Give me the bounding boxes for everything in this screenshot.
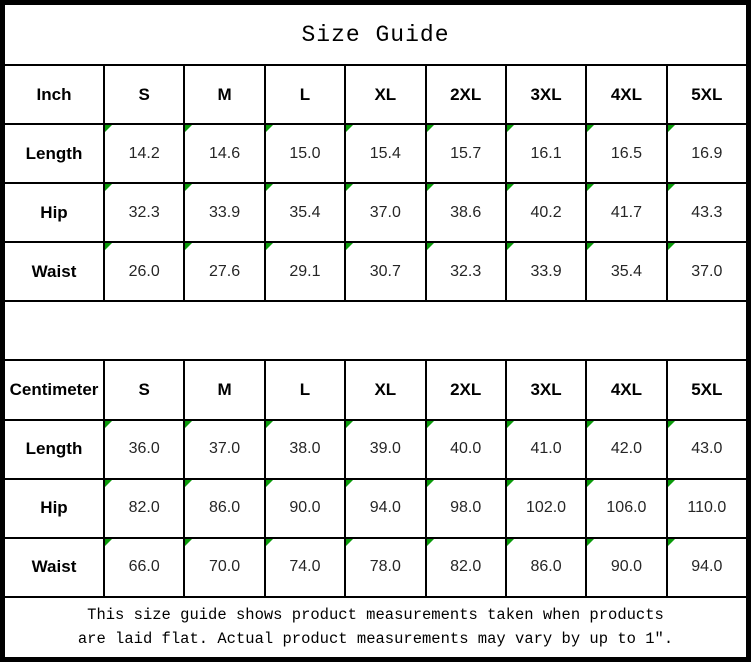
flag-triangle-icon: [587, 480, 594, 487]
size-value: 74.0: [289, 558, 321, 576]
flag-triangle-icon: [185, 243, 192, 250]
inch-hip-row: [4, 183, 747, 242]
flag-triangle-icon: [266, 539, 273, 546]
size-value-cell: [345, 124, 425, 183]
size-value-cell: [586, 479, 666, 538]
size-value-cell: [104, 242, 184, 301]
size-value-cell: [104, 538, 184, 597]
flag-triangle-icon: [346, 480, 353, 487]
size-value: 98.0: [450, 499, 482, 517]
size-value-cell: [104, 479, 184, 538]
size-value-cell: [184, 124, 264, 183]
row-label: Length: [4, 420, 104, 479]
size-value: 70.0: [208, 558, 241, 576]
size-value-cell: [667, 538, 747, 597]
size-col-header-xl: XL: [345, 65, 425, 124]
flag-triangle-icon: [105, 184, 112, 191]
size-value: 27.6: [208, 262, 241, 280]
size-value: 37.0: [691, 262, 723, 280]
size-value-cell: [426, 124, 506, 183]
size-col-header-l: L: [265, 65, 345, 124]
size-value: 86.0: [530, 558, 562, 576]
flag-triangle-icon: [346, 539, 353, 546]
flag-triangle-icon: [427, 125, 434, 132]
size-col-header-3xl: 3XL: [506, 65, 586, 124]
flag-triangle-icon: [668, 480, 675, 487]
flag-triangle-icon: [346, 125, 353, 132]
size-value: 15.7: [450, 144, 482, 162]
size-value-cell: [426, 242, 506, 301]
spacer-cell: [4, 301, 747, 360]
flag-triangle-icon: [587, 539, 594, 546]
size-col-header-l: L: [265, 360, 345, 419]
flag-triangle-icon: [507, 125, 514, 132]
flag-triangle-icon: [587, 421, 594, 428]
cm-hip-row: [4, 479, 747, 538]
flag-triangle-icon: [427, 421, 434, 428]
flag-triangle-icon: [185, 125, 192, 132]
size-value: 16.1: [530, 144, 562, 162]
size-value: 33.9: [530, 262, 562, 280]
size-value-cell: [667, 420, 747, 479]
size-value-cell: [506, 538, 586, 597]
size-value: 37.0: [208, 440, 241, 458]
size-value: 37.0: [369, 203, 401, 221]
size-value: 14.6: [208, 144, 241, 162]
size-value: 82.0: [128, 499, 160, 517]
size-value: 16.5: [610, 144, 642, 162]
size-value: 16.9: [691, 144, 723, 162]
flag-triangle-icon: [346, 184, 353, 191]
flag-triangle-icon: [668, 539, 675, 546]
flag-triangle-icon: [185, 539, 192, 546]
size-value-cell: [345, 479, 425, 538]
flag-triangle-icon: [105, 125, 112, 132]
footer-note-line1: This size guide shows product measurements taken when products: [87, 606, 664, 625]
size-value-cell: [345, 538, 425, 597]
size-col-header-5xl: 5XL: [667, 360, 747, 419]
flag-triangle-icon: [668, 184, 675, 191]
size-value-cell: [184, 479, 264, 538]
size-value: 35.4: [610, 262, 642, 280]
flag-triangle-icon: [346, 243, 353, 250]
size-value: 43.0: [691, 440, 723, 458]
size-value-cell: [104, 420, 184, 479]
title-row: [4, 4, 747, 65]
flag-triangle-icon: [427, 243, 434, 250]
size-value: 33.9: [208, 203, 241, 221]
flag-triangle-icon: [105, 243, 112, 250]
size-value: 35.4: [289, 203, 321, 221]
size-value-cell: [586, 124, 666, 183]
size-value-cell: [345, 420, 425, 479]
flag-triangle-icon: [668, 125, 675, 132]
flag-triangle-icon: [266, 125, 273, 132]
size-value-cell: [265, 479, 345, 538]
size-value-cell: [104, 183, 184, 242]
footer-row: [4, 597, 747, 658]
size-value-cell: [426, 538, 506, 597]
size-value: 26.0: [128, 262, 160, 280]
flag-triangle-icon: [587, 184, 594, 191]
size-value: 39.0: [369, 440, 401, 458]
size-col-header-4xl: 4XL: [586, 360, 666, 419]
size-value-cell: [265, 242, 345, 301]
size-value: 15.0: [289, 144, 321, 162]
flag-triangle-icon: [185, 184, 192, 191]
size-value: 90.0: [289, 499, 321, 517]
size-value-cell: [667, 183, 747, 242]
size-value-cell: [265, 538, 345, 597]
cm-waist-row: [4, 538, 747, 597]
size-value: 40.0: [450, 440, 482, 458]
size-value: 42.0: [610, 440, 642, 458]
flag-triangle-icon: [185, 480, 192, 487]
size-value-cell: [426, 183, 506, 242]
row-label: Hip: [4, 183, 104, 242]
cm-length-row: [4, 420, 747, 479]
flag-triangle-icon: [507, 421, 514, 428]
flag-triangle-icon: [105, 539, 112, 546]
spacer-row: [4, 301, 747, 360]
flag-triangle-icon: [668, 421, 675, 428]
size-value-cell: [506, 242, 586, 301]
flag-triangle-icon: [507, 184, 514, 191]
unit-header-inch: Inch: [4, 65, 104, 124]
flag-triangle-icon: [587, 243, 594, 250]
size-value-cell: [586, 538, 666, 597]
size-value: 41.7: [610, 203, 642, 221]
size-guide-table: [3, 3, 748, 659]
size-value-cell: [667, 124, 747, 183]
flag-triangle-icon: [587, 125, 594, 132]
flag-triangle-icon: [427, 184, 434, 191]
row-label: Hip: [4, 479, 104, 538]
size-value: 66.0: [128, 558, 160, 576]
size-value-cell: [667, 479, 747, 538]
size-value: 32.3: [450, 262, 482, 280]
size-value: 14.2: [128, 144, 160, 162]
size-value-cell: [586, 183, 666, 242]
size-value: 30.7: [369, 262, 401, 280]
inch-waist-row: [4, 242, 747, 301]
flag-triangle-icon: [668, 243, 675, 250]
flag-triangle-icon: [266, 184, 273, 191]
size-value: 43.3: [691, 203, 723, 221]
size-value: 94.0: [691, 558, 723, 576]
size-value: 86.0: [208, 499, 241, 517]
size-value-cell: [265, 420, 345, 479]
size-value: 36.0: [128, 440, 160, 458]
footer-note-line2: are laid flat. Actual product measurements may vary by up to 1″.: [77, 630, 674, 649]
size-value: 90.0: [610, 558, 642, 576]
size-value: 78.0: [369, 558, 401, 576]
size-value: 38.6: [450, 203, 482, 221]
size-col-header-2xl: 2XL: [426, 65, 506, 124]
page-title: Size Guide: [4, 4, 747, 65]
size-col-header-xl: XL: [345, 360, 425, 419]
size-value-cell: [265, 124, 345, 183]
size-value: 29.1: [289, 262, 321, 280]
size-value-cell: [184, 538, 264, 597]
row-label: Waist: [4, 538, 104, 597]
size-col-header-s: S: [104, 65, 184, 124]
size-col-header-m: M: [184, 360, 264, 419]
size-col-header-m: M: [184, 65, 264, 124]
size-value: 41.0: [530, 440, 562, 458]
flag-triangle-icon: [507, 539, 514, 546]
flag-triangle-icon: [427, 539, 434, 546]
cm-header-row: [4, 360, 747, 419]
flag-triangle-icon: [185, 421, 192, 428]
size-value-cell: [667, 242, 747, 301]
inch-header-row: [4, 65, 747, 124]
footer-note: [4, 597, 747, 658]
flag-triangle-icon: [266, 243, 273, 250]
size-value-cell: [506, 183, 586, 242]
size-value-cell: [345, 183, 425, 242]
size-col-header-3xl: 3XL: [506, 360, 586, 419]
size-value-cell: [265, 183, 345, 242]
size-value-cell: [506, 479, 586, 538]
size-value: 15.4: [369, 144, 401, 162]
inch-length-row: [4, 124, 747, 183]
size-value-cell: [506, 420, 586, 479]
size-value-cell: [184, 242, 264, 301]
size-value: 102.0: [526, 499, 567, 517]
size-value-cell: [184, 420, 264, 479]
size-value: 40.2: [530, 203, 562, 221]
flag-triangle-icon: [427, 480, 434, 487]
size-col-header-s: S: [104, 360, 184, 419]
row-label: Waist: [4, 242, 104, 301]
size-value-cell: [104, 124, 184, 183]
size-value-cell: [426, 420, 506, 479]
row-label: Length: [4, 124, 104, 183]
size-value: 110.0: [687, 499, 727, 517]
size-value-cell: [345, 242, 425, 301]
flag-triangle-icon: [507, 480, 514, 487]
flag-triangle-icon: [507, 243, 514, 250]
size-value: 82.0: [450, 558, 482, 576]
flag-triangle-icon: [346, 421, 353, 428]
size-value-cell: [586, 420, 666, 479]
flag-triangle-icon: [105, 480, 112, 487]
size-value: 32.3: [128, 203, 160, 221]
size-value: 38.0: [289, 440, 321, 458]
size-value-cell: [586, 242, 666, 301]
size-value: 106.0: [606, 499, 647, 517]
flag-triangle-icon: [105, 421, 112, 428]
size-value-cell: [184, 183, 264, 242]
flag-triangle-icon: [266, 421, 273, 428]
flag-triangle-icon: [266, 480, 273, 487]
size-value: 94.0: [369, 499, 401, 517]
unit-header-centimeter: Centimeter: [4, 360, 104, 419]
size-value-cell: [426, 479, 506, 538]
size-col-header-5xl: 5XL: [667, 65, 747, 124]
size-value-cell: [506, 124, 586, 183]
size-col-header-4xl: 4XL: [586, 65, 666, 124]
size-col-header-2xl: 2XL: [426, 360, 506, 419]
